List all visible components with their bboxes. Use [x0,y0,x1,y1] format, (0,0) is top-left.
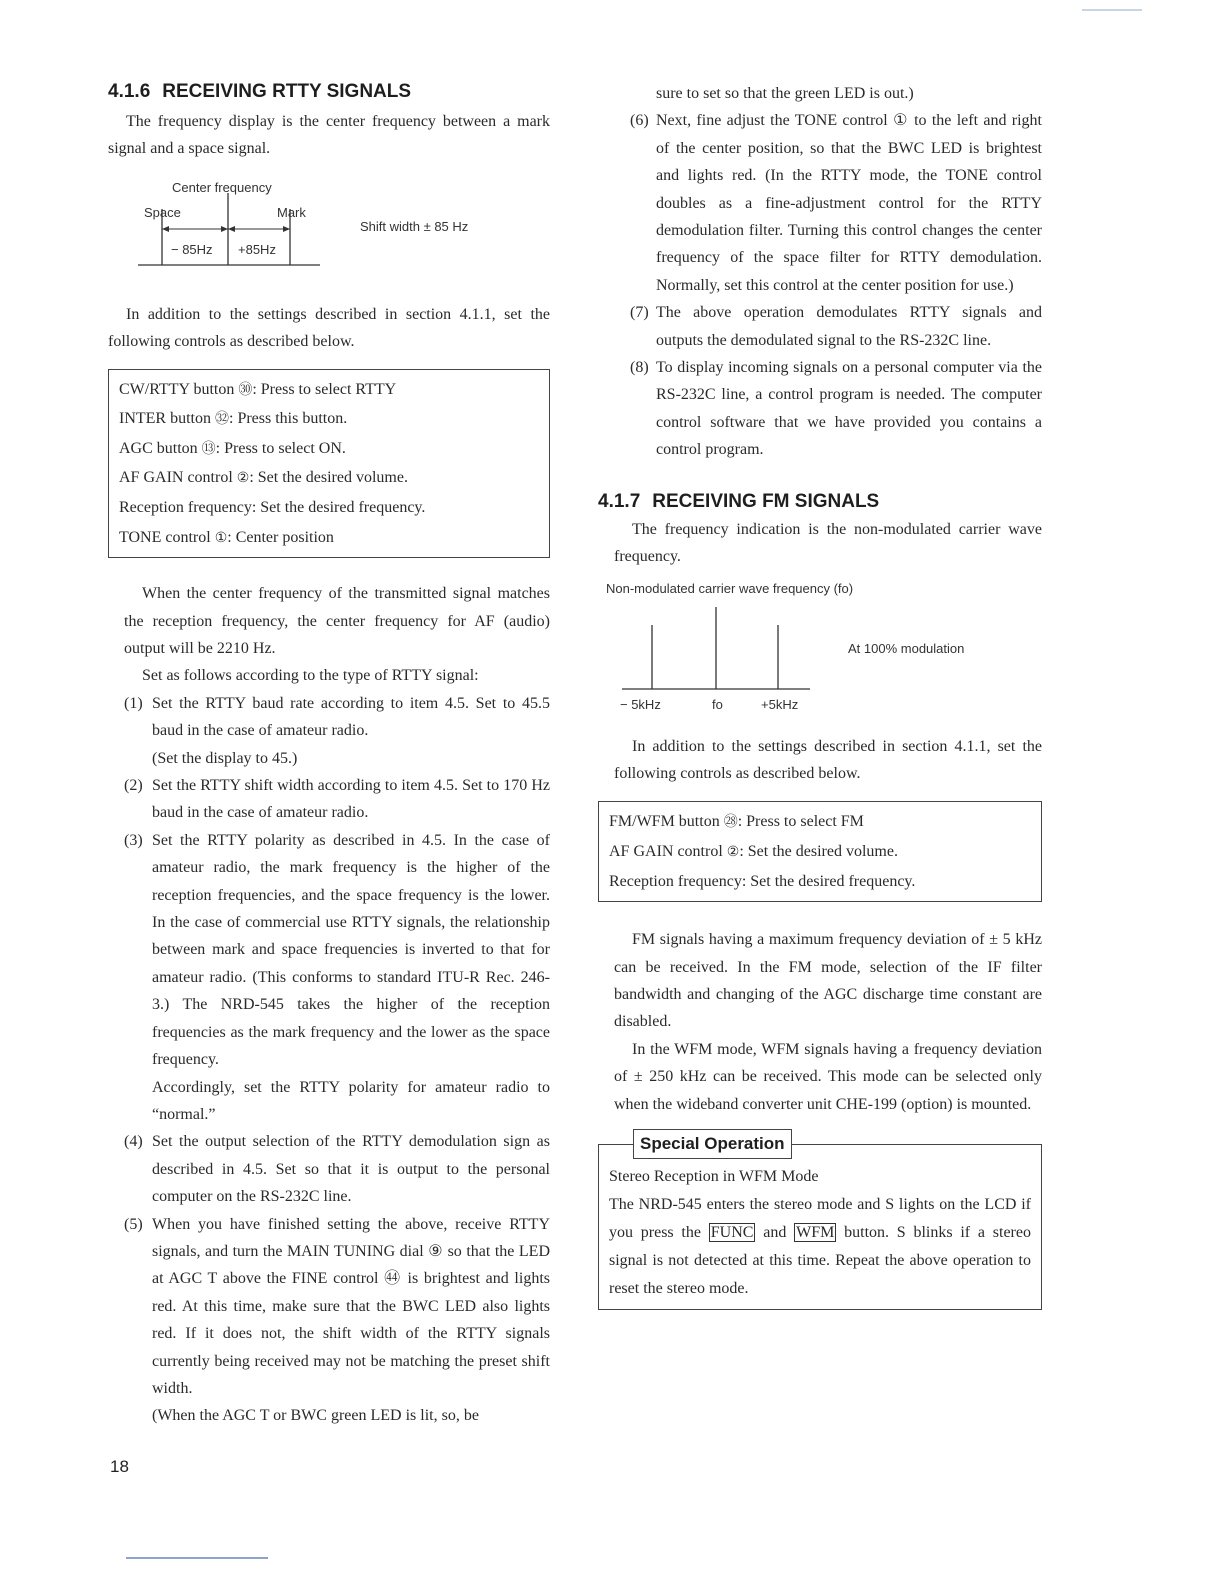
rtty-steps-list-continued [598,107,1042,463]
fm-intro-paragraph: The frequency indication is the non-modulated carrier wave frequency. [614,520,1042,566]
control-row: INTER button ㉜: Press this button. [119,410,348,428]
modulation-label: At 100% modulation [848,640,965,656]
fm-settings-intro: In addition to the settings described in section 4.1.1, set the following controls as described below. [614,737,1042,782]
section-number: 4.1.6 [108,81,151,102]
center-frequency-label: Center frequency [172,179,272,195]
rtty-steps-list [108,690,550,1430]
rtty-shift-diagram [108,163,550,287]
step-item: (5) When you have finished setting the above, receive RTTY signals, and turn the MAIN TUNING dial ⑨ so that the LED at AGC T above the FINE control ㊹ is brightest and lights red. At this time, make sure that the BWC LED also lights red. If it does not, the shift width of the RTTY signals currently being received may not be matching the preset shift width. (When the AGC T or BWC green LED is lit, so, be [124,1215,550,1425]
section-heading-fm [598,488,1042,516]
special-operation-subtitle: Stereo Reception in WFM Mode [609,1167,819,1185]
continued-text: sure to set so that the green LED is out.) [656,85,914,102]
rtty-type-paragraph: Set as follows according to the type of RTTY signal: [142,667,479,685]
step-item: (2) Set the RTTY shift width according to item 4.5. Set to 170 Hz baud in the case of amateur radio. [124,777,550,822]
fm-carrier-diagram-lines [598,571,1042,711]
minus-85hz-label: − 85Hz [171,241,213,257]
special-operation-box [598,1133,1042,1310]
scan-artifact-bottom [126,1557,268,1559]
section-title: RECEIVING FM SIGNALS [652,490,880,512]
control-row: AGC button ⑬: Press to select ON. [119,439,346,457]
mark-label: Mark [277,204,306,220]
scan-artifact-top [1082,9,1142,11]
step-item: (6) Next, fine adjust the TONE control ① to the left and right of the center position, so that the BWC LED is brightest and lights red. (In the RTTY mode, the TONE control doubles as a fine-adjustment control for the RTTY demodulation filter. Turning this control changes the center frequency of the space filter for RTTY demodulation. Normally, set this control at the center position for use.) [630,112,1042,294]
control-row: Reception frequency: Set the desired frequency. [119,499,426,516]
fm-deviation-paragraph: FM signals having a maximum frequency deviation of ± 5 kHz can be received. In the FM mode, selection of the IF filter bandwidth and changing of the AGC discharge time constant are disabled. [614,931,1042,1031]
section-heading-rtty [108,78,550,106]
af-output-paragraph: When the center frequency of the transmitted signal matches the reception frequency, the center frequency for AF (audio) output will be 2210 Hz. [124,585,550,657]
space-label: Space [144,204,181,220]
plus-85hz-label: +85Hz [238,241,276,257]
step-item: (7) The above operation demodulates RTTY signals and outputs the demodulated signal to the RS-232C line. [630,304,1042,349]
step-item: (8) To display incoming signals on a personal computer via the RS-232C line, a control program is needed. The computer control software that we have provided you contains a control program. [630,359,1042,459]
func-key: FUNC [710,1223,754,1241]
section-number: 4.1.7 [598,490,641,512]
section-title: RECEIVING RTTY SIGNALS [162,81,412,102]
control-row: Reception frequency: Set the desired frequency. [609,872,916,890]
control-row: CW/RTTY button ㉚: Press to select RTTY [119,380,397,398]
fo-label: fo [712,696,723,712]
minus-5khz-label: − 5kHz [620,696,661,712]
special-operation-text: The NRD-545 enters the stereo mode and S lights on the LCD if you press the FUNC and WFM button. S blinks if a stereo signal is not detected at this time. Repeat the above operation to reset the stereo mode. [609,1195,1031,1297]
fm-control-settings-box [598,801,1042,902]
left-column [108,78,550,1430]
plus-5khz-label: +5kHz [761,696,799,712]
special-operation-title: Special Operation [633,1129,792,1159]
page-number: 18 [110,1457,129,1476]
step-item: (1) Set the RTTY baud rate according to item 4.5. Set to 45.5 baud in the case of amateur radio. (Set the display to 45.) [124,694,550,767]
wfm-key: WFM [796,1223,835,1241]
right-column [598,78,1042,1310]
control-row: FM/WFM button ㉘: Press to select FM [609,813,864,831]
shift-width-label: Shift width ± 85 Hz [360,218,469,234]
rtty-control-settings-box [108,369,550,559]
control-row: AF GAIN control ②: Set the desired volume. [119,469,408,487]
settings-intro-paragraph: In addition to the settings described in section 4.1.1, set the following controls as described below. [108,305,550,351]
control-row: AF GAIN control ②: Set the desired volume. [609,842,898,860]
control-row: TONE control ①: Center position [119,528,334,546]
step-item: (4) Set the output selection of the RTTY demodulation sign as described in 4.5. Set so that it is output to the personal computer on the RS-232C line. [124,1133,550,1206]
fm-carrier-diagram [598,571,1042,711]
intro-paragraph: The frequency display is the center frequency between a mark signal and a space signal. [108,113,550,158]
wfm-paragraph: In the WFM mode, WFM signals having a frequency deviation of ± 250 kHz can be received. This mode can be selected only when the wideband converter unit CHE-199 (option) is mounted. [614,1040,1042,1113]
carrier-frequency-title: Non-modulated carrier wave frequency (fo) [606,580,854,596]
step-item: (3) Set the RTTY polarity as described in 4.5. In the case of amateur radio, the mark frequency is the higher of the reception frequencies, and the space frequency is the lower. In the case of commercial use RTTY signals, the relationship between mark and space frequencies is inverted to that for amateur radio. (This conforms to standard ITU-R Rec. 246-3.) The NRD-545 takes the higher of the reception frequencies as the mark frequency and the lower as the space frequency. Accordingly, set the RTTY polarity for amateur radio to “normal.” [124,831,550,1123]
